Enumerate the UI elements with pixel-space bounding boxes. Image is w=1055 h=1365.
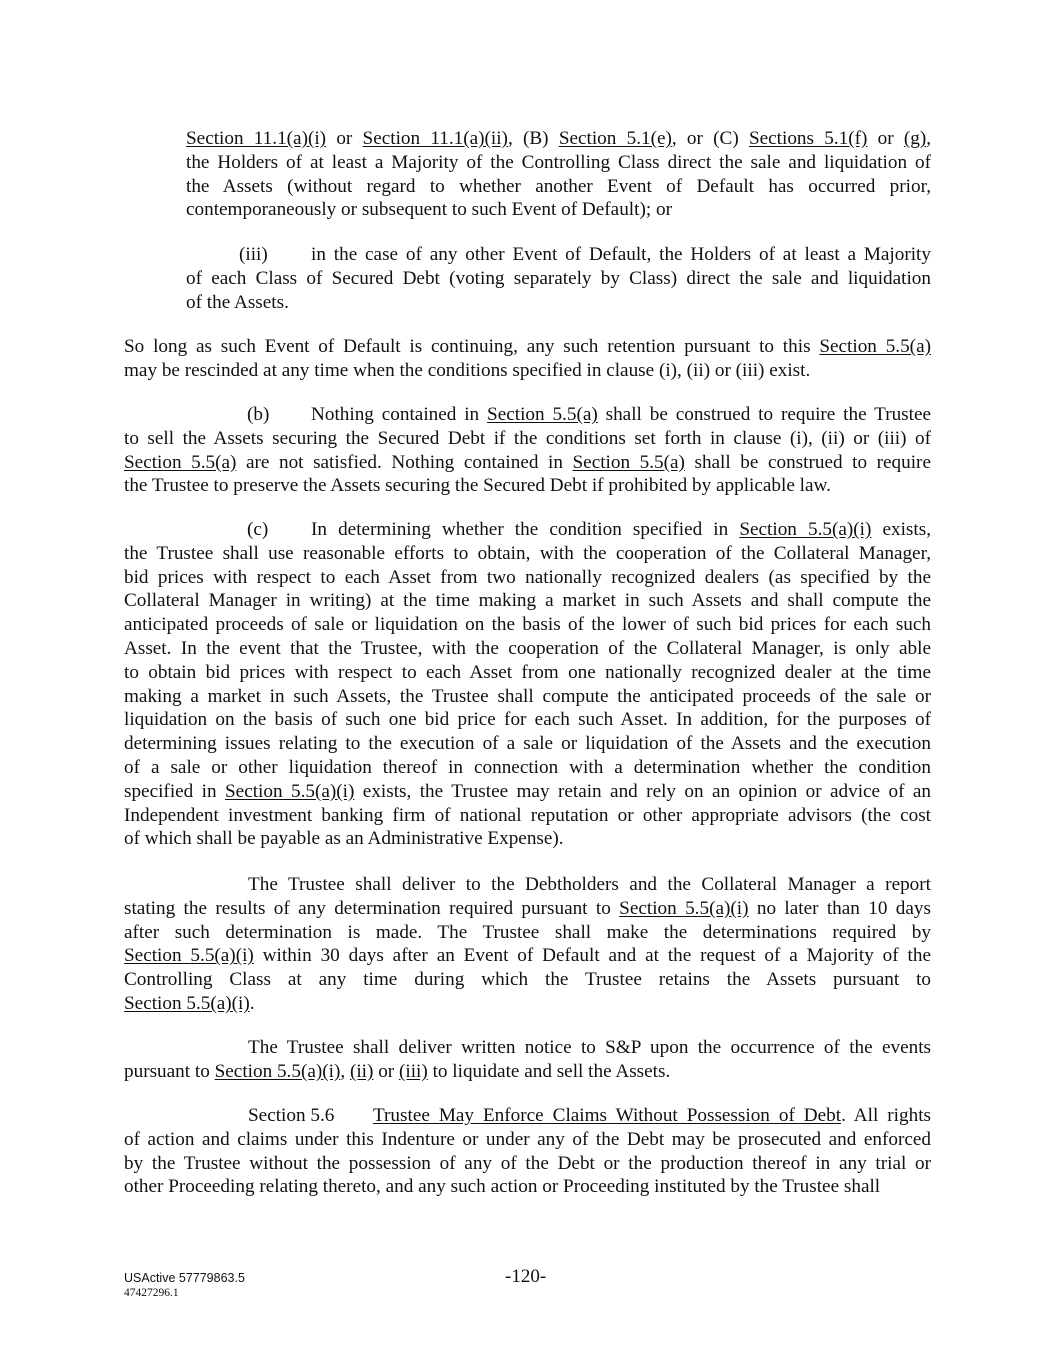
paragraph-report xyxy=(124,873,931,1016)
text-line xyxy=(124,944,931,968)
text-line xyxy=(124,518,931,542)
text-line xyxy=(186,151,931,175)
text-run: contemporaneously or subsequent to such Event of Default); or xyxy=(186,199,672,221)
text-run: . xyxy=(249,992,255,1014)
clause-marker-iii: (iii) xyxy=(239,244,268,265)
text-line xyxy=(124,661,931,685)
text-run: Independent investment banking firm of national reputation or other appropriate advisors (the cost xyxy=(124,804,931,826)
text-line xyxy=(124,804,931,828)
text-run: after such determination is made. The Trustee shall make the determinations required by xyxy=(124,921,931,943)
text-line xyxy=(124,359,931,383)
text-line xyxy=(124,921,931,945)
text-line xyxy=(124,335,931,359)
cross-reference: Section 5.5(a) xyxy=(487,404,598,425)
text-run: in the case of any other Event of Default, the Holders of at least a Majority xyxy=(311,244,931,265)
cross-reference: Trustee May Enforce Claims Without Possession of Debt xyxy=(373,1105,842,1126)
text-line xyxy=(124,589,931,613)
text-run: liquidation on the basis of such one bid price for each such Asset. In addition, for the purposes of xyxy=(124,709,931,731)
text-line xyxy=(186,127,931,151)
text-line xyxy=(124,1104,931,1128)
text-line xyxy=(124,1036,931,1060)
cross-reference: Section 11.1(a)(ii) xyxy=(362,128,508,149)
cross-reference: Section 5.1(e) xyxy=(558,128,672,149)
text-line xyxy=(124,780,931,804)
text-run: The Trustee shall deliver written notice to S&P upon the occurrence of the events xyxy=(248,1037,931,1058)
text-run: of which shall be payable as an Administrative Expense). xyxy=(124,828,564,850)
paragraph-so-long xyxy=(124,335,931,383)
clause-marker-c: (c) xyxy=(247,519,269,540)
cross-reference: Section 5.5(a) xyxy=(572,451,685,473)
text-line xyxy=(124,451,931,475)
text-line xyxy=(124,637,931,661)
text-run: of a sale or other liquidation thereof in connection with a determination whether the condition xyxy=(124,756,931,778)
text-line xyxy=(124,1175,931,1199)
text-run: or xyxy=(326,128,363,149)
text-line xyxy=(124,427,931,451)
cross-reference: (ii) xyxy=(349,1060,374,1082)
text-run: by the Trustee without the possession of any of the Debt or the production thereof in any trial or xyxy=(124,1152,931,1174)
text-line xyxy=(124,968,931,992)
text-run: , or (C) xyxy=(671,128,749,149)
text-line xyxy=(124,708,931,732)
text-run: shall be construed to require xyxy=(684,451,931,473)
text-line xyxy=(124,1128,931,1152)
text-run: no later than 10 days xyxy=(748,897,931,919)
text-line xyxy=(124,685,931,709)
text-run: the Assets (without regard to whether another Event of Default has occurred prior, xyxy=(186,175,931,197)
text-run: of action and claims under this Indenture or under any of the Debt may be prosecuted and enforced xyxy=(124,1128,931,1150)
text-run: In determining whether the condition specified in xyxy=(311,519,740,540)
doc-id: USActive 57779863.5 xyxy=(124,1271,245,1285)
text-run: shall be construed to require the Trustee xyxy=(597,404,932,425)
section-number: Section 5.6 xyxy=(248,1105,335,1126)
text-run: or xyxy=(867,128,904,149)
text-line xyxy=(124,542,931,566)
page-number: -120- xyxy=(505,1266,547,1287)
paragraph-ii-continuation xyxy=(186,127,931,222)
text-line xyxy=(124,732,931,756)
text-line xyxy=(186,198,931,222)
text-line xyxy=(186,267,931,291)
text-run: . All rights xyxy=(841,1105,931,1126)
text-run: the Trustee shall use reasonable efforts to obtain, with the cooperation of the Collateral Manager, xyxy=(124,542,931,564)
cross-reference: Section 5.5(a)(i) xyxy=(214,1060,341,1082)
text-run: anticipated proceeds of sale or liquidation on the basis of the lower of such bid prices for each such xyxy=(124,614,931,636)
cross-reference: Section 5.5(a) xyxy=(819,336,931,357)
text-run: other Proceeding relating thereto, and any such action or Proceeding instituted by the Trustee shall xyxy=(124,1176,881,1198)
text-run: making a market in such Assets, the Trustee shall compute the anticipated proceeds of the sale or xyxy=(124,685,931,707)
cross-reference: (g) xyxy=(903,128,927,149)
cross-reference: Section 5.5(a)(i) xyxy=(619,897,749,919)
text-line xyxy=(124,992,931,1016)
text-run: , xyxy=(340,1060,350,1082)
text-run: , xyxy=(926,128,932,149)
text-run: are not satisfied. Nothing contained in xyxy=(236,451,573,473)
text-line xyxy=(124,756,931,780)
text-line xyxy=(186,291,931,315)
cross-reference: (iii) xyxy=(398,1060,428,1082)
paragraph-notice xyxy=(124,1036,931,1084)
text-run: to liquidate and sell the Assets. xyxy=(427,1060,671,1082)
text-run: Collateral Manager in writing) at the time making a market in such Assets and shall compute the xyxy=(124,590,931,612)
cross-reference: Section 5.5(a)(i) xyxy=(739,519,872,540)
text-run: exists, the Trustee may retain and rely on an opinion or advice of an xyxy=(354,780,931,802)
text-run: to obtain bid prices with respect to each Asset from one nationally recognized dealer at the time xyxy=(124,661,931,683)
text-run: , (B) xyxy=(507,128,559,149)
text-run: So long as such Event of Default is continuing, any such retention pursuant to this xyxy=(124,336,820,357)
footer-doc-id xyxy=(124,1271,245,1301)
text-run: Asset. In the event that the Trustee, with the cooperation of the Collateral Manager, is only able xyxy=(124,637,931,659)
text-line xyxy=(124,827,931,851)
text-run: bid prices with respect to each Asset from two nationally recognized dealers (as specified by the xyxy=(124,566,931,588)
cross-reference: Section 11.1(a)(i) xyxy=(186,128,327,149)
text-run: Controlling Class at any time during which the Trustee retains the Assets pursuant to xyxy=(124,969,931,991)
text-line xyxy=(124,897,931,921)
cross-reference: Section 5.5(a)(i) xyxy=(225,780,355,802)
text-run: the Trustee to preserve the Assets securing the Secured Debt if prohibited by applicable law. xyxy=(124,475,831,497)
paragraph-b xyxy=(124,403,931,498)
text-line xyxy=(186,243,931,267)
sub-doc-id: 47427296.1 xyxy=(124,1287,179,1299)
text-run: exists, xyxy=(871,519,931,540)
text-run: or xyxy=(373,1060,399,1082)
text-line xyxy=(124,1152,931,1176)
text-line xyxy=(124,566,931,590)
text-run: may be rescinded at any time when the conditions specified in clause (i), (ii) or (iii) exist. xyxy=(124,359,811,381)
text-run: The Trustee shall deliver to the Debtholders and the Collateral Manager a report xyxy=(248,874,931,895)
text-run: Nothing contained in xyxy=(311,404,488,425)
text-run: the Holders of at least a Majority of the Controlling Class direct the sale and liquidation of xyxy=(186,151,931,173)
text-run: determining issues relating to the execution of a sale or liquidation of the Assets and the execution xyxy=(124,733,931,755)
text-run: stating the results of any determination required pursuant to xyxy=(124,897,620,919)
text-run: of each Class of Secured Debt (voting separately by Class) direct the sale and liquidation xyxy=(186,267,931,289)
cross-reference: Section 5.5(a)(i) xyxy=(124,945,254,967)
text-line xyxy=(124,403,931,427)
text-run: of the Assets. xyxy=(186,291,289,313)
text-run: pursuant to xyxy=(124,1060,215,1082)
text-line xyxy=(186,175,931,199)
text-line xyxy=(124,873,931,897)
cross-reference: Sections 5.1(f) xyxy=(748,128,868,149)
paragraph-iii xyxy=(186,243,931,314)
text-line xyxy=(124,613,931,637)
clause-marker-b: (b) xyxy=(247,404,270,425)
text-run: to sell the Assets securing the Secured Debt if the conditions set forth in clause (i), (ii) or (iii) of xyxy=(124,427,931,449)
cross-reference: Section 5.5(a)(i) xyxy=(124,992,250,1014)
paragraph-c xyxy=(124,518,931,851)
section-5-6 xyxy=(124,1104,931,1199)
text-run: specified in xyxy=(124,780,226,802)
cross-reference: Section 5.5(a) xyxy=(124,451,237,473)
text-run: within 30 days after an Event of Default and at the request of a Majority of the xyxy=(253,945,931,967)
text-line xyxy=(124,1060,931,1084)
text-line xyxy=(124,474,931,498)
